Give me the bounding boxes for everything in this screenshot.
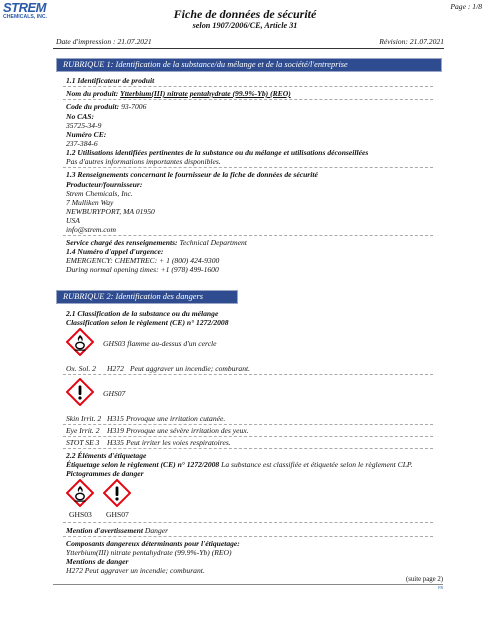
product-code-label: Code du produit: [66,102,122,111]
revision-date: Révision: 21.07.2021 [379,37,444,46]
labeling-rule-text: La substance est classifiée et étiquetée selon le règlement CLP. [221,460,413,469]
product-name-label: Nom du produit: [66,89,121,98]
divider [63,374,433,375]
supplier-label: Producteur/fournisseur: [66,180,143,189]
divider [63,424,433,425]
print-date: Date d'impression : 21.07.2021 [56,37,152,46]
ox-code: H272 [107,364,124,373]
divider [63,167,433,168]
hazard-statements-label: Mentions de danger [66,557,129,566]
divider [63,99,433,100]
hazard-code: H319 [107,426,124,435]
ce-label: Numéro CE: [66,130,107,139]
supplier-line: Strem Chemicals, Inc. [66,189,133,198]
labeling-rule-label: Étiquetage selon le règlement (CE) n° 1272/2008 [66,460,222,469]
header-rule [53,48,444,49]
supplier-line: USA [66,216,80,225]
divider [63,436,433,437]
hazard-text: Peut irriter les voies respiratoires. [126,438,231,447]
s12-text: Pas d'autres informations importantes disponibles. [66,157,221,166]
components-label: Composants dangereux déterminants pour l'étiquetage: [66,539,240,548]
document-title: Fiche de données de sécurité [173,7,317,21]
divider [63,522,433,523]
hazard-code: H335 [107,438,124,447]
hazard-class: STOT SE 3 [66,438,100,447]
supplier-line: 7 Mulliken Way [66,198,114,207]
continued-on-page: (suite page 2) [406,576,443,583]
ghs03-flame-over-circle-icon [66,479,94,507]
classification-label: Classification selon le règlement (CE) n° 1272/2008 [66,318,229,327]
emergency-line-1: EMERGENCY: CHEMTREC: + 1 (800) 424-9300 [66,256,220,265]
section-2-heading: RUBRIQUE 2: Identification des dangers [57,291,237,303]
ghs03-caption: GHS03 flamme au-dessus d'un cercle [103,339,217,348]
s22-title: 2.2 Éléments d'étiquetage [66,451,147,460]
s11-title: 1.1 Identificateur de produit [66,76,155,85]
product-code: 93-7006 [121,102,147,111]
s12-title: 1.2 Utilisations identifiées pertinentes de la substance ou du mélange et utilisations déconseillées [66,148,369,157]
divider [63,86,433,87]
language-mark: FR [438,585,443,590]
divider [63,235,433,236]
product-name-row [66,89,291,98]
cas-number: 35725-34-9 [66,121,102,130]
cas-label: No CAS: [66,112,95,121]
pictograms-label: Pictogrammes de danger [66,469,144,478]
section-1-heading: RUBRIQUE 1: Identification de la substance/du mélange et de la société/l'entreprise [57,59,441,71]
emergency-line-2: During normal opening times: +1 (978) 499-1600 [66,265,219,274]
hazard-statements-text: H272 Peut aggraver un incendie; comburant. [66,566,205,575]
hazard-class: Eye Irrit. 2 [66,426,100,435]
components-text: Ytterbium(III) nitrate pentahydrate (99.9%-Yb) (REO) [66,548,232,557]
document-subtitle: selon 1907/2006/CE, Article 31 [192,21,298,30]
service-value: Technical Department [179,238,247,247]
ce-number: 237-384-6 [66,139,98,148]
logo-text: STREM [3,0,46,15]
service-label: Service chargé des renseignements: [66,238,180,247]
signal-word: Danger [144,526,169,535]
ghs07-exclamation-icon [66,378,94,406]
divider [63,448,433,449]
ox-class: Ox. Sol. 2 [66,364,96,373]
product-code-row [66,102,146,111]
s14-title: 1.4 Numéro d'appel d'urgence: [66,247,164,256]
footer-rule [53,584,443,585]
s21-title: 2.1 Classification de la substance ou du mélange [66,309,219,318]
page-number: Page : 1/8 [450,2,482,11]
product-name: Ytterbium(III) nitrate pentahydrate (99.9%-Yb) (REO) [120,89,291,98]
hazard-class: Skin Irrit. 2 [66,414,102,423]
s13-title: 1.3 Renseignements concernant le fournisseur de la fiche de données de sécurité [66,170,318,179]
ox-text: Peut aggraver un incendie; comburant. [130,364,250,373]
ghs07-exclamation-icon [103,479,131,507]
pictogram-caption: GHS03 [69,510,92,519]
hazard-code: H315 [107,414,124,423]
hazard-text: Provoque une irritation cutanée. [126,414,226,423]
supplier-line: NEWBURYPORT, MA 01950 [66,207,155,216]
pictogram-caption: GHS07 [106,510,129,519]
ghs03-flame-over-circle-icon [66,328,94,356]
hazard-text: Provoque une sévère irritation des yeux. [126,426,249,435]
divider [63,536,433,537]
signal-word-row [66,526,168,535]
supplier-email[interactable]: info@strem.com [66,225,116,234]
signal-word-label: Mention d'avertissement [66,526,145,535]
ghs07-caption: GHS07 [103,389,126,398]
logo-subtext: CHEMICALS, INC. [3,14,48,20]
